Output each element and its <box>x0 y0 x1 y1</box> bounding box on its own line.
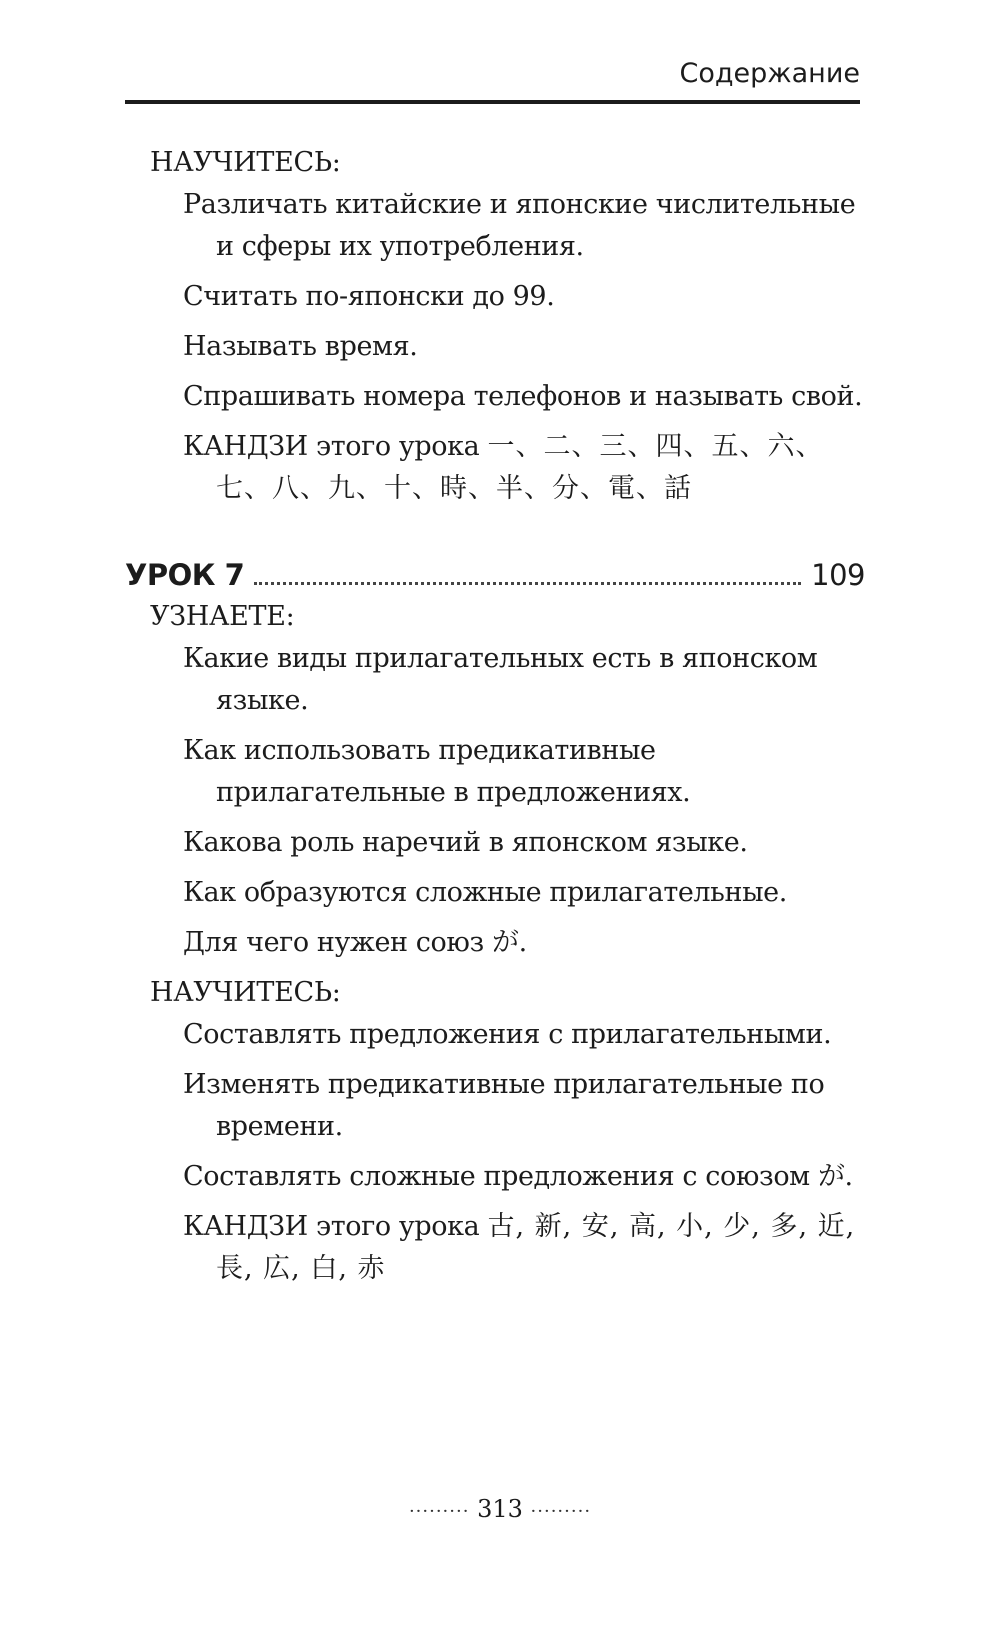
learn-label-block1: НАУЧИТЕСЬ: <box>150 147 341 178</box>
footer-dots-left: ········· <box>408 1501 470 1522</box>
list-item: Различать китайские и японские числительные и сферы их употребления. <box>183 189 856 262</box>
lesson-page-number: 109 <box>811 558 865 592</box>
kanji-label: КАНДЗИ этого урока <box>183 1211 480 1242</box>
lesson-title: УРОК 7 <box>125 558 245 592</box>
list-item: Составлять предложения с прилагательными. <box>183 1019 832 1050</box>
header-rule <box>125 100 860 104</box>
list-item: Называть время. <box>183 331 418 362</box>
kanji-list: 古, 新, 安, 高, 小, 少, 多, 近, 長, 広, 白, 赤 <box>216 1211 856 1284</box>
list-item: Как использовать предикативные прилагательные в предложениях. <box>183 735 691 808</box>
footer-dots-right: ········· <box>530 1501 592 1522</box>
list-item: Как образуются сложные прилагательные. <box>183 877 787 908</box>
list-item: Спрашивать номера телефонов и называть свой. <box>183 381 863 412</box>
kanji-label: КАНДЗИ этого урока <box>183 431 480 462</box>
list-item: Составлять сложные предложения с союзом が. <box>183 1161 853 1192</box>
know-label: УЗНАЕТЕ: <box>150 601 295 632</box>
list-item: Изменять предикативные прилагательные по времени. <box>183 1069 825 1142</box>
toc-content <box>125 142 865 1298</box>
learn-label-lesson7: НАУЧИТЕСЬ: <box>150 977 341 1008</box>
page-number: 313 <box>477 1495 523 1523</box>
page-footer <box>0 1495 1000 1523</box>
list-item: Для чего нужен союз が. <box>183 927 527 958</box>
dot-leader <box>254 582 801 585</box>
toc-entry-lesson-7[interactable] <box>125 558 865 592</box>
kanji-list: 一、二、三、四、五、六、七、八、九、十、時、半、分、電、話 <box>216 431 824 504</box>
list-item: Какие виды прилагательных есть в японском языке. <box>183 643 818 716</box>
list-item: Какова роль наречий в японском языке. <box>183 827 748 858</box>
kanji-item-lesson7 <box>183 1206 865 1290</box>
list-item: Считать по-японски до 99. <box>183 281 555 312</box>
running-header-title: Содержание <box>679 58 860 89</box>
kanji-item-block1 <box>183 426 865 510</box>
